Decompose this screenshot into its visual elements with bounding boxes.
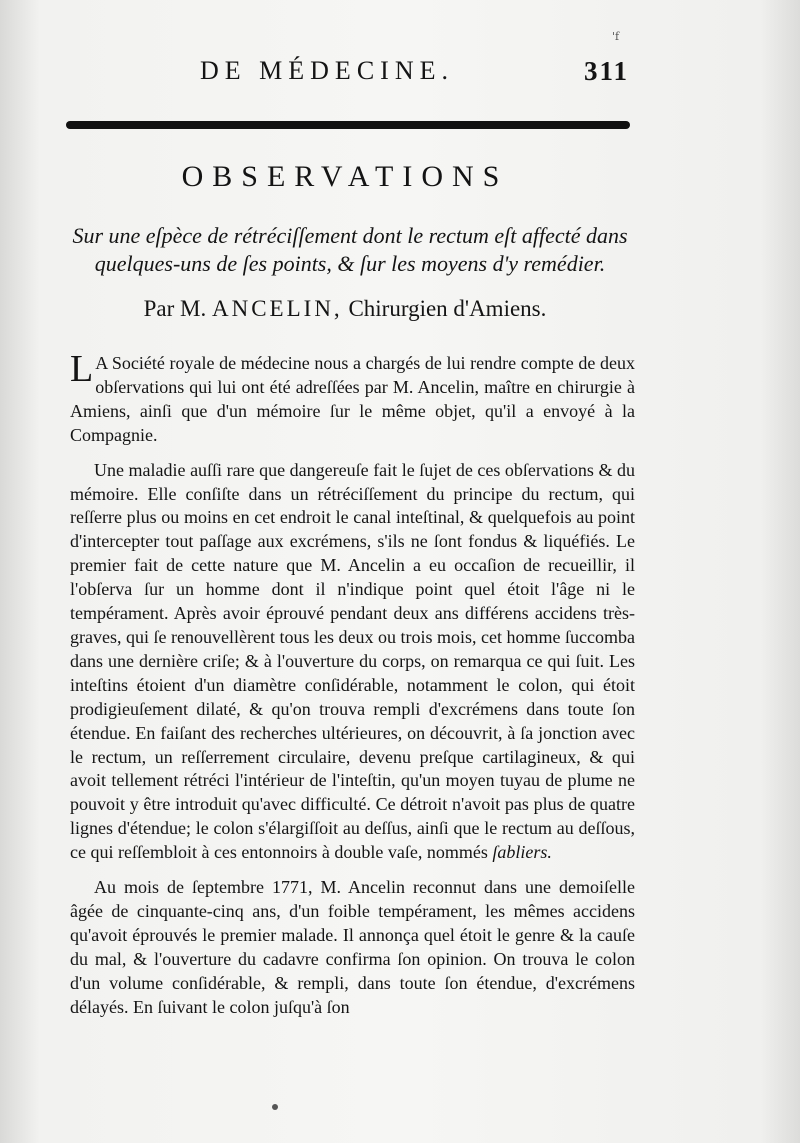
ink-smudge (272, 1104, 278, 1110)
running-title: DE MÉDECINE. (200, 56, 454, 85)
header-rule (66, 121, 630, 129)
paragraph-1-text: A Société royale de médecine nous a chargés de lui rendre compte de deux obſervations qui lui ont été adreſſées par M. Ancelin, maître en chirurgie à Amiens, ainſi que d'un mémoire ſur le même objet, qu'il a envoyé à la Compagnie. (70, 353, 635, 445)
paragraph-2 (70, 459, 635, 865)
byline-suffix: Chirurgien d'Amiens. (348, 296, 547, 321)
paragraph-3 (70, 876, 635, 1019)
running-head (0, 56, 800, 96)
article-heading: OBSERVATIONS (181, 160, 509, 193)
byline-prefix: Par M. (143, 296, 207, 321)
paragraph-3-text: Au mois de ſeptembre 1771, M. Ancelin reconnut dans une demoiſelle âgée de cinquante-cinq ans, d'un foible tempérament, les mêmes accidens qu'avoit éprouvés le premier malade. Il annonça quel étoit le genre & la cauſe du mal, & l'ouverture du cadavre confirma ſon opinion. On trouva le colon d'un volume conſidérable, & rempli, dans toute ſon étendue, d'excrémens délayés. En ſuivant le colon juſqu'à ſon (70, 877, 635, 1017)
article-subtitle: Sur une eſpèce de rétréciſſement dont le rectum eſt affecté dans quelques-uns de ſes points, & ſur les moyens d'y remédier. (72, 223, 628, 276)
paragraph-1 (70, 348, 635, 448)
paragraph-2-text: Une maladie auſſi rare que dangereuſe fait le ſujet de ces obſervations & du mémoire. Elle conſiſte dans un rétréciſſement du principe du rectum, qui reſſerre plus ou moins en cet endroit le canal inteſtinal, & quelquefois au point d'intercepter tout paſſage aux excrémens, s'ils ne ſont fondus & liquéfiés. Le premier fait de cette nature que M. Ancelin a eu occaſion de recueillir, il l'obſerva ſur un homme dont il n'indique point quel étoit l'âge ni le tempérament. Après avoir éprouvé pendant deux ans différens accidens très-graves, qui ſe renouvellèrent tous les deux ou trois mois, cet homme ſuccomba dans une dernière criſe; & à l'ouverture du corps, on remarqua ce qui ſuit. Les inteſtins étoient d'un diamètre conſidérable, notamment le colon, qui étoit prodigieuſement dilaté, & qu'on trouva rempli d'excrémens dans toute ſon étendue. En faiſant des recherches ultérieures, on découvrit, à ſa jonction avec le rectum, un reſſerrement circulaire, devenu preſque cartilagineux, & qui avoit tellement rétréci l'intérieur de l'inteſtin, qu'un moyen tuyau de plume ne pouvoit y être introduit qu'avec difficulté. Ce détroit n'avoit pas plus de quatre lignes d'étendue; le colon s'élargiſſoit au deſſus, ainſi que le rectum au deſſous, ce qui reſſembloit à ces entonnoirs à double vaſe, nommés (70, 459, 635, 863)
article-byline (0, 296, 690, 322)
page-corner-mark: 'f (612, 30, 620, 43)
page-number: 311 (584, 56, 630, 86)
byline-author: ANCELIN, (212, 296, 343, 321)
article-body (70, 348, 635, 1030)
paragraph-2-italic-tail: ſabliers. (492, 842, 552, 863)
drop-capital: L (70, 348, 94, 390)
